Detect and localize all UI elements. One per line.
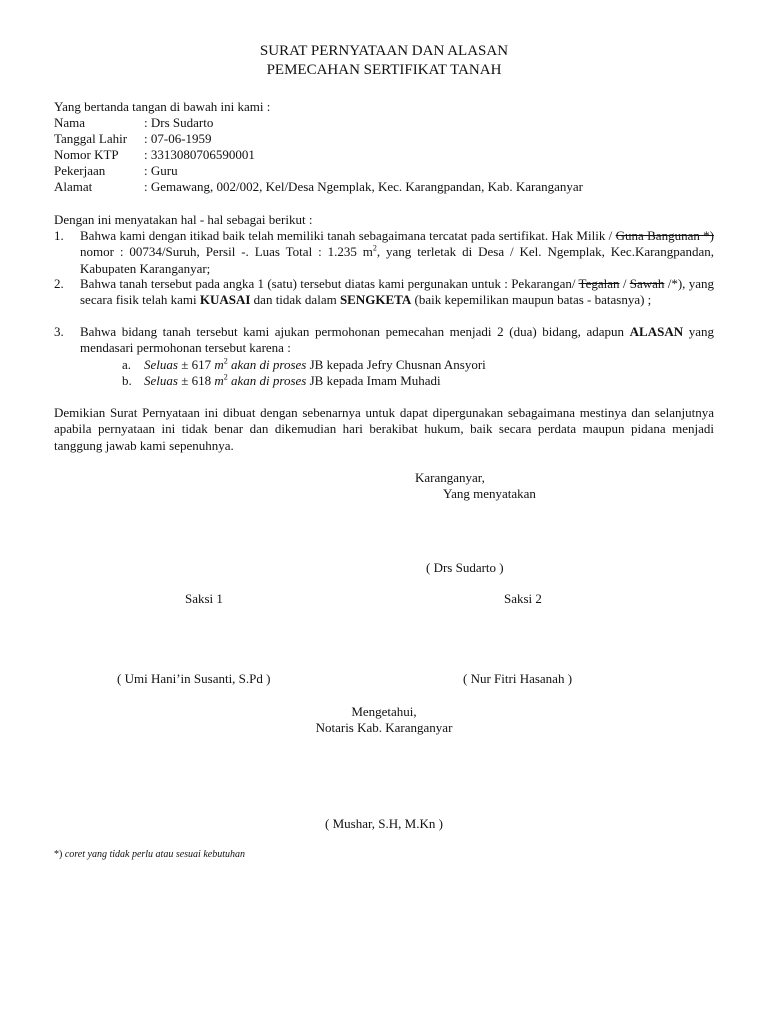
signature-place: Karanganyar, (415, 470, 485, 485)
identity-value: : 3313080706590001 (144, 147, 255, 162)
sub-item: b. (122, 373, 132, 388)
struck-text: Sawah (629, 276, 665, 291)
sub-item-text: Seluas ± 618 $m^2$ akan di proses JB kepada Imam Muhadi (144, 372, 441, 388)
identity-label: Pekerjaan (54, 163, 106, 178)
signatory-name: ( Drs Sudarto ) (426, 560, 504, 575)
identity-row (54, 163, 178, 179)
footnote: *) coret yang tidak perlu atau sesuai kebutuhan (54, 849, 245, 860)
notary-name: ( Mushar, S.H, M.Kn ) (325, 816, 443, 831)
sub-item: a. (122, 357, 132, 372)
struck-text: Tegalan (578, 276, 620, 291)
identity-value: : 07-06-1959 (144, 131, 212, 146)
signature-role: Yang menyatakan (443, 486, 536, 501)
struck-text: Guna Bangunan *) (615, 228, 715, 243)
sub-item-text: Seluas ± 617 $m^2$ akan di proses JB kepada Jefry Chusnan Ansyori (144, 356, 486, 372)
point-2-text: Bahwa tanah tersebut pada angka 1 (satu) tersebut diatas kami pergunakan untuk : Pekarangan/ Tegalan / Sawah /*), yang secara fisik telah kami KUASAI dan tidak dalam SENGKETA (baik kepemilikan maupun batas - batasnya) ; (80, 276, 715, 308)
witness-2-name: ( Nur Fitri Hasanah ) (463, 671, 573, 686)
identity-value: : Gemawang, 002/002, Kel/Desa Ngemplak, Kec. Karangpandan, Kab. Karanganyar (144, 179, 583, 194)
identity-row (54, 147, 255, 163)
point-number: 2. (54, 276, 64, 291)
point-1-text: Bahwa kami dengan itikad baik telah memiliki tanah sebagaimana tercatat pada sertifikat. Hak Milik / Guna Bangunan *) nomor : 00734/Suruh, Persil -. Luas Total : 1.235 $m^2$, yang terletak di Desa / Kel. Ngemplak, Kec.Karangpandan, Kabupaten Karanganyar; (80, 228, 715, 276)
title-line-2: PEMECAHAN SERTIFIKAT TANAH (266, 62, 502, 78)
identity-label: Alamat (54, 179, 93, 194)
point-number: 1. (54, 228, 64, 243)
notary-title: Notaris Kab. Karanganyar (315, 720, 453, 735)
witness-1-name: ( Umi Hani’in Susanti, S.Pd ) (117, 671, 271, 686)
identity-value: : Drs Sudarto (144, 115, 214, 130)
closing-paragraph: Demikian Surat Pernyataan ini dibuat dengan sebenarnya untuk dapat dipergunakan sebagaimana mestinya dan selanjutnya apabila pernyataan ini tidak benar dan dikemudian hari berakibat hukum, baik secara perdata maupun pidana menjadi tanggung jawab kami sepenuhnya. (54, 405, 714, 453)
witness-2-label: Saksi 2 (504, 591, 542, 606)
identity-label: Nomor KTP (54, 147, 119, 162)
bold-text: ALASAN (629, 324, 684, 339)
identity-label: Tanggal Lahir (54, 131, 128, 146)
notary-acknowledge: Mengetahui, (351, 704, 417, 719)
point-3-text: Bahwa bidang tanah tersebut kami ajukan permohonan pemecahan menjadi 2 (dua) bidang, adapun ALASAN yang mendasari permohonan tersebut karena : (80, 324, 715, 356)
identity-value: : Guru (144, 163, 178, 178)
title-line-1: SURAT PERNYATAAN DAN ALASAN (259, 43, 509, 59)
identity-label: Nama (54, 115, 86, 130)
bold-text: SENGKETA (339, 292, 412, 308)
identity-row (54, 115, 213, 131)
intro-text: Yang bertanda tangan di bawah ini kami : (54, 99, 271, 114)
bold-text: KUASAI (199, 292, 251, 308)
point-number: 3. (54, 324, 64, 339)
identity-row (54, 179, 583, 195)
witness-1-label: Saksi 1 (185, 591, 223, 606)
statement-intro: Dengan ini menyatakan hal - hal sebagai berikut : (54, 212, 313, 227)
identity-row (54, 131, 212, 147)
